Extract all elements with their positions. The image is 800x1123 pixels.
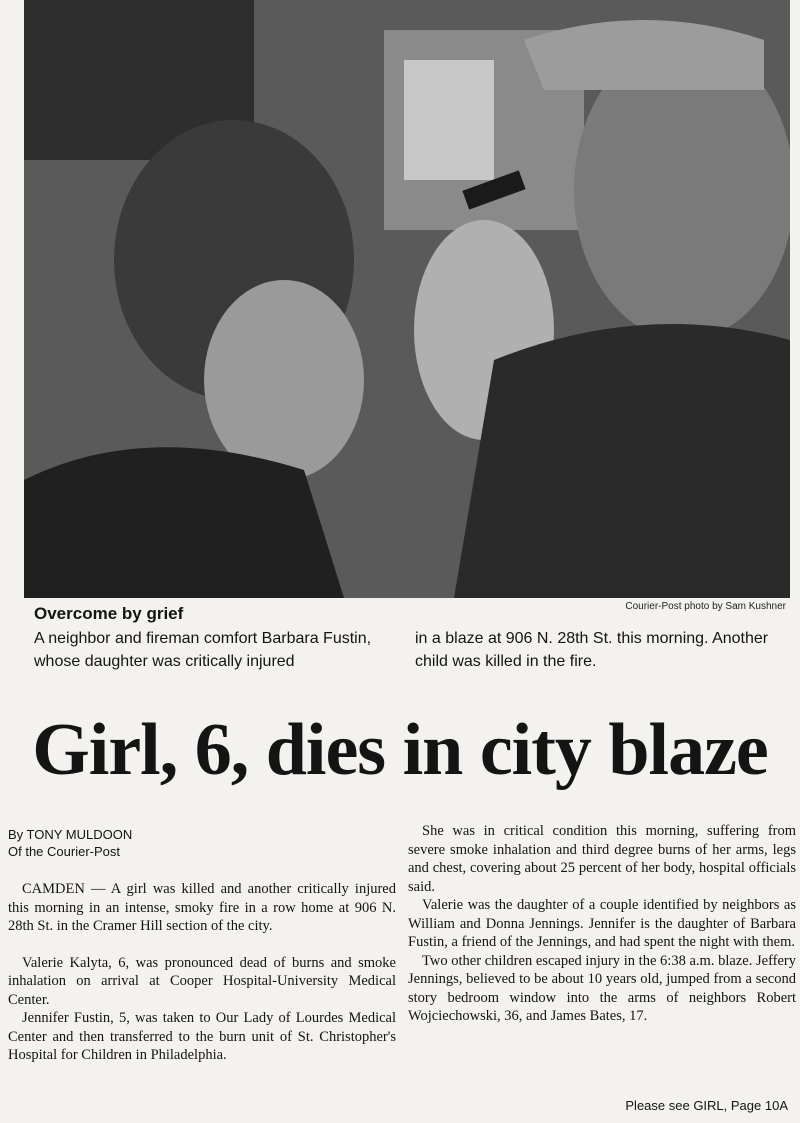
photo-illustration bbox=[24, 0, 790, 598]
article-paragraph: Valerie was the daughter of a couple identified by neighbors as William and Donna Jennings. Jennifer is the daughter of Barbara Fustin, a friend of the Jennings, and had spent the night with them. bbox=[408, 897, 796, 950]
article-paragraph: She was in critical condition this morning, suffering from severe smoke inhalation and third degree burns of her arms, legs and chest, covering about 25 percent of her body, hospital officials said. bbox=[408, 823, 796, 895]
photo-credit: Courier-Post photo by Sam Kushner bbox=[625, 601, 786, 612]
continued-jump-line: Please see GIRL, Page 10A bbox=[625, 1098, 788, 1113]
byline-affiliation: Of the Courier-Post bbox=[8, 844, 120, 859]
news-photo bbox=[24, 0, 790, 598]
article-column-right bbox=[408, 822, 796, 1026]
byline-author: By TONY MULDOON bbox=[8, 827, 133, 842]
caption-text-left: A neighbor and fireman comfort Barbara Fustin, whose daughter was critically injured bbox=[34, 630, 372, 670]
caption-heading: Overcome by grief bbox=[34, 604, 184, 623]
caption-text-right: in a blaze at 906 N. 28th St. this morning. Another child was killed in the fire. bbox=[415, 630, 769, 670]
headline: Girl, 6, dies in city blaze bbox=[32, 709, 768, 791]
article-paragraph: Jennifer Fustin, 5, was taken to Our Lady of Lourdes Medical Center and then transferred to the burn unit of St. Christopher's Hospital for Children in Philadelphia. bbox=[8, 1010, 396, 1063]
byline bbox=[8, 826, 132, 860]
article-paragraph: Two other children escaped injury in the 6:38 a.m. blaze. Jeffery Jennings, believed to be about 10 years old, jumped from a second story bedroom window into the arms of neighbors Robert Wojciechowski, 36, and James Bates, 17. bbox=[408, 952, 796, 1024]
article-paragraph: Valerie Kalyta, 6, was pronounced dead of burns and smoke inhalation on arrival at Cooper Hospital-University Medical Center. bbox=[8, 954, 396, 1008]
article-paragraph: CAMDEN — A girl was killed and another critically injured this morning in an intense, smoky fire in a row home at 906 N. 28th St. in the Cramer Hill section of the city. bbox=[8, 881, 396, 934]
article-column-left bbox=[8, 880, 396, 1065]
